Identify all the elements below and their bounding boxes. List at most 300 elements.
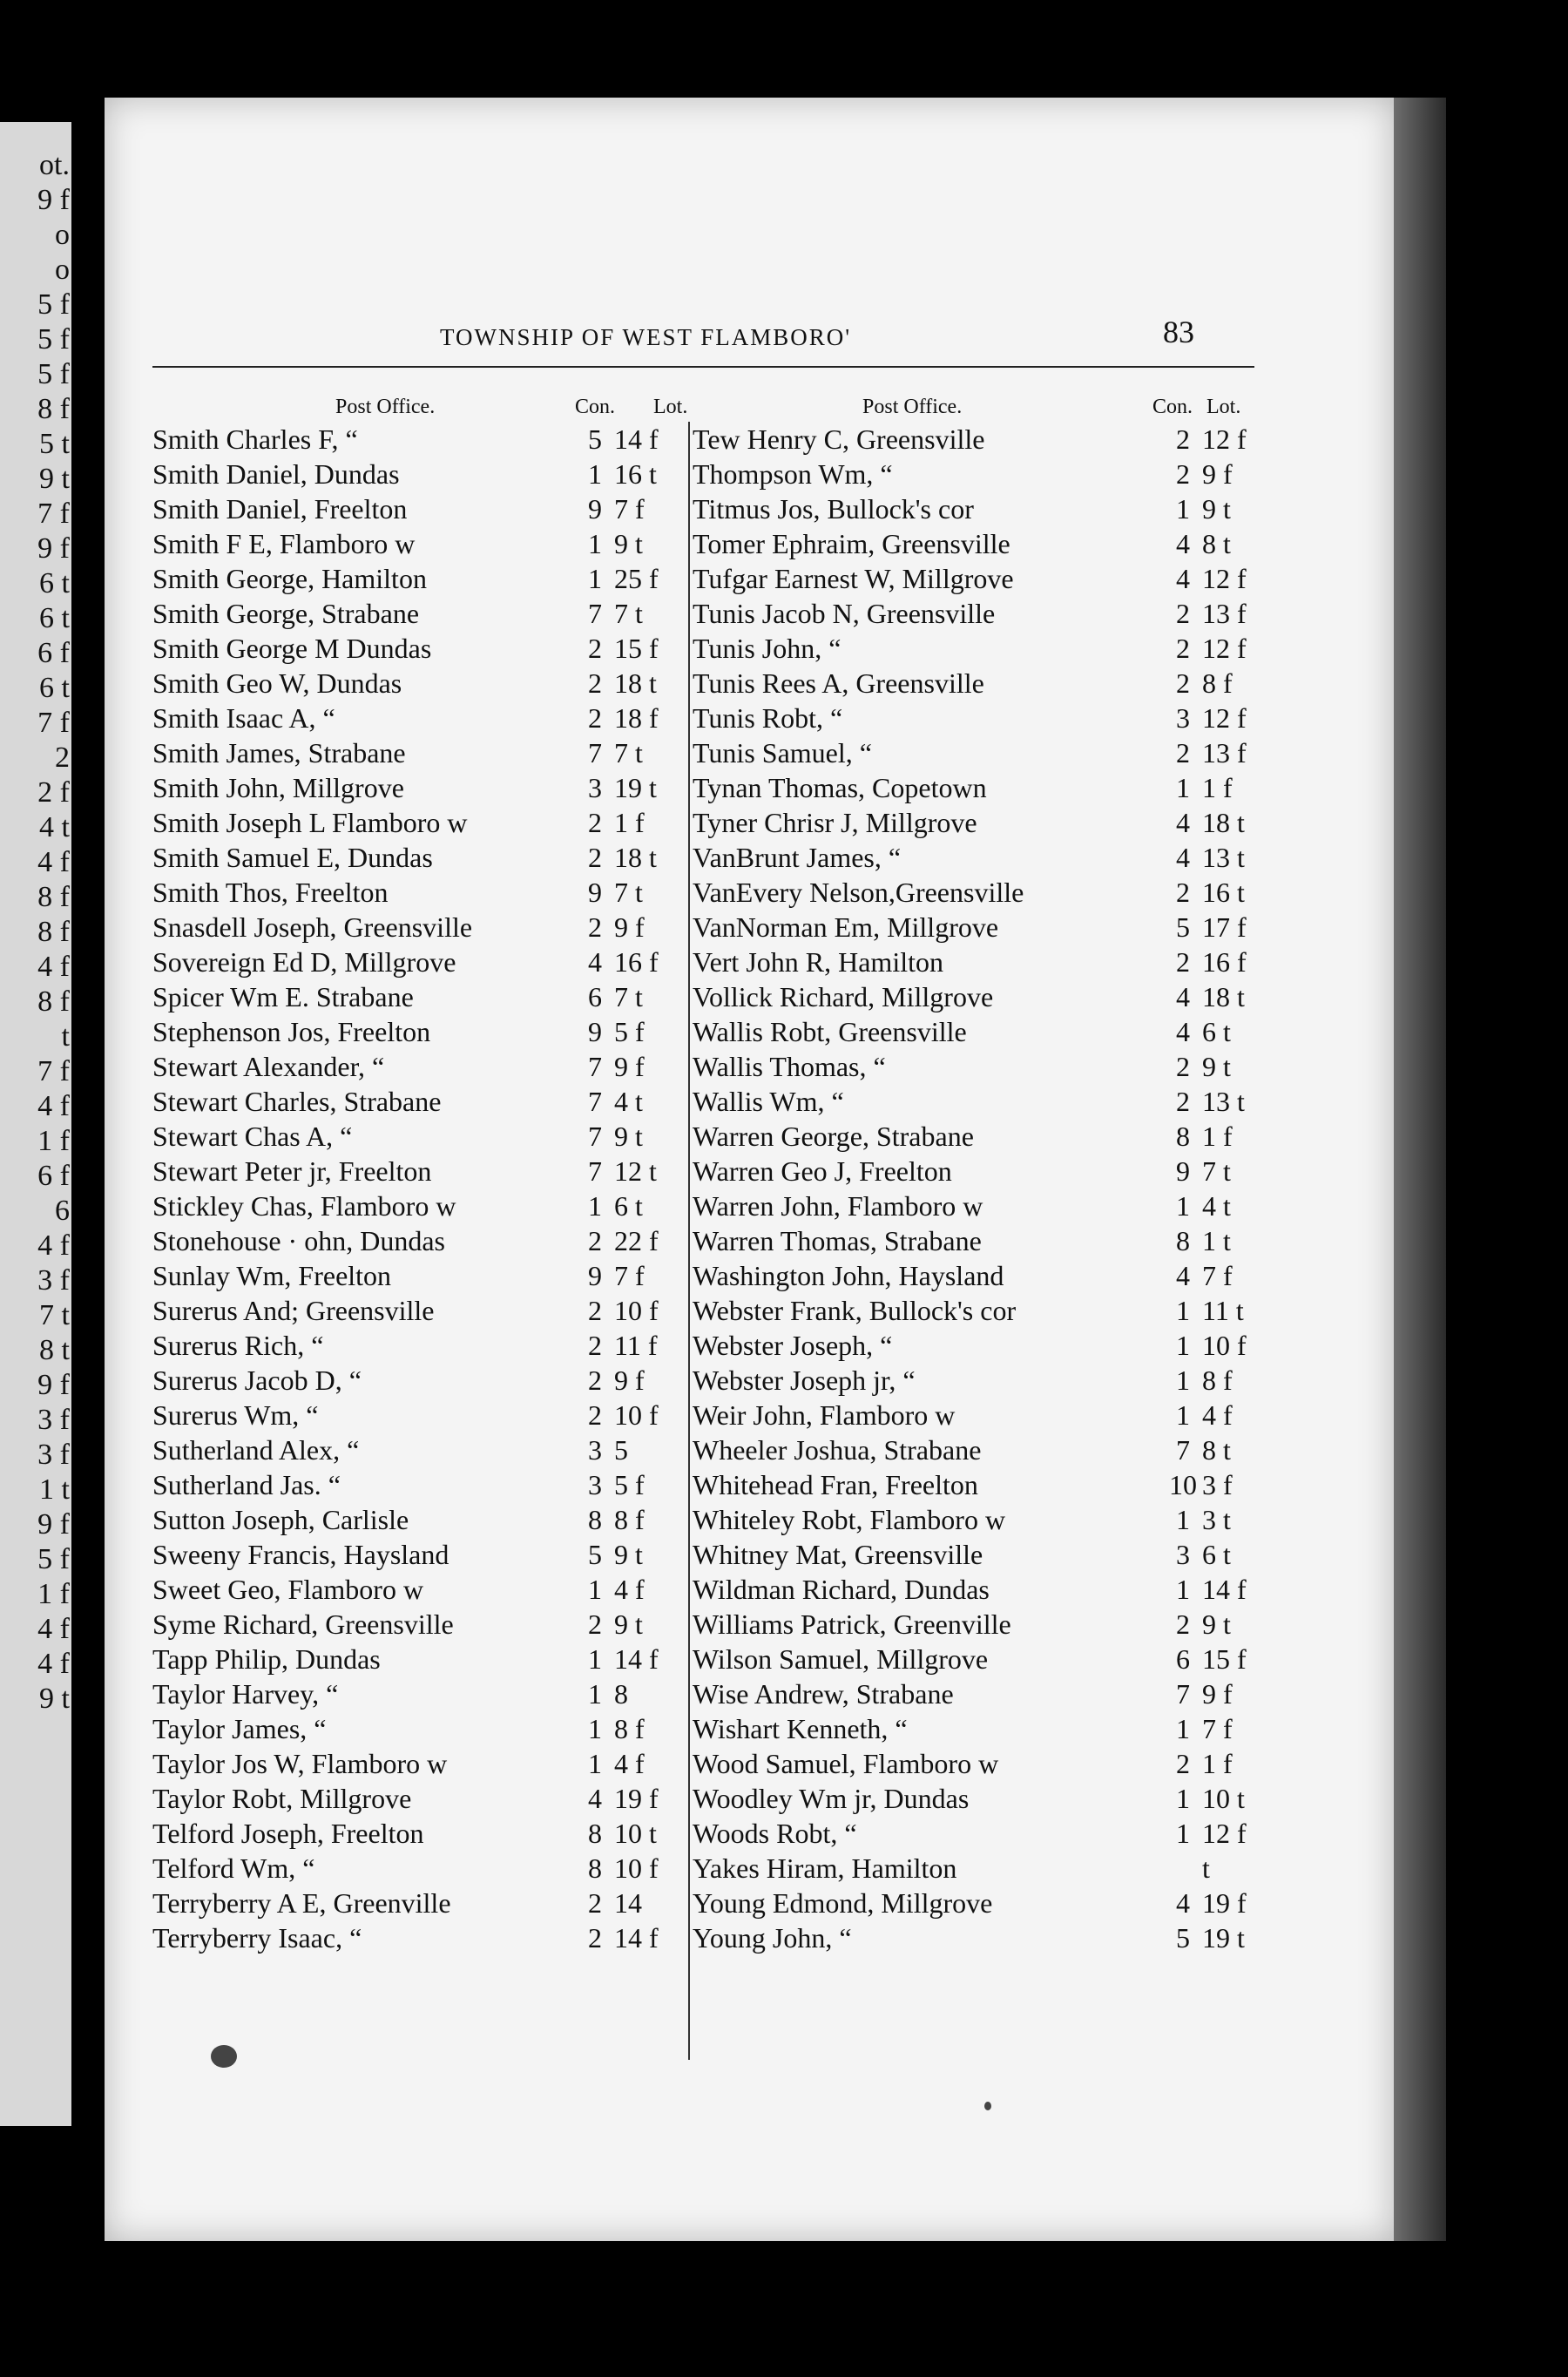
lot-number: 4 f (614, 1748, 645, 1779)
margin-fragment: 1 f (37, 1125, 70, 1157)
lot-number: 4 f (1202, 1399, 1233, 1431)
concession-number: 1 (588, 1748, 602, 1779)
margin-fragment: 7 t (39, 1299, 70, 1331)
directory-entry (152, 526, 684, 561)
lot-number: 9 t (614, 528, 643, 559)
concession-number: 1 (1176, 1818, 1190, 1849)
directory-entry (693, 1607, 1254, 1642)
margin-fragment: 7 f (37, 1055, 70, 1087)
resident-name-post-office: Sutton Joseph, Carlisle (152, 1504, 409, 1535)
directory-entry (152, 910, 684, 945)
directory-entry (693, 1502, 1254, 1537)
lot-number: 18 t (1202, 807, 1245, 838)
concession-number: 1 (1176, 1295, 1190, 1326)
margin-fragment: t (61, 1020, 70, 1053)
lot-number: 14 (614, 1887, 642, 1919)
directory-entry (693, 840, 1254, 875)
resident-name-post-office: Vert John R, Hamilton (693, 946, 943, 978)
lot-number: 9 f (614, 911, 645, 943)
directory-entry (152, 422, 684, 457)
lot-number: 1 f (1202, 1748, 1233, 1779)
directory-entry (152, 1188, 684, 1223)
margin-fragment: 4 f (37, 951, 70, 983)
margin-fragment: 6 t (39, 672, 70, 704)
resident-name-post-office: Wishart Kenneth, “ (693, 1713, 908, 1744)
right-con-header: Con. (1152, 396, 1193, 418)
lot-number: 6 t (1202, 1539, 1231, 1570)
right-lot-header: Lot. (1206, 396, 1241, 418)
margin-fragment: 6 f (37, 1160, 70, 1192)
concession-number: 3 (1176, 1539, 1190, 1570)
resident-name-post-office: Whitehead Fran, Freelton (693, 1469, 978, 1500)
margin-fragment: 8 f (37, 916, 70, 948)
concession-number: 3 (588, 772, 602, 803)
lot-number: 9 t (1202, 1608, 1231, 1640)
column-divider (688, 422, 690, 2060)
directory-entry (693, 526, 1254, 561)
lot-number: 8 t (1202, 1434, 1231, 1466)
resident-name-post-office: Webster Joseph, “ (693, 1330, 893, 1361)
concession-number: 2 (1176, 1748, 1190, 1779)
directory-entry (152, 770, 684, 805)
margin-fragment: 9 t (39, 1683, 70, 1715)
concession-number: 9 (1176, 1155, 1190, 1187)
concession-number: 1 (588, 1713, 602, 1744)
resident-name-post-office: Weir John, Flamboro w (693, 1399, 956, 1431)
directory-entry (693, 1398, 1254, 1432)
resident-name-post-office: Taylor Harvey, “ (152, 1678, 339, 1710)
lot-number: 8 (614, 1678, 628, 1710)
lot-number: 10 f (614, 1852, 659, 1884)
margin-fragment: 4 f (37, 846, 70, 878)
resident-name-post-office: Smith Joseph L Flamboro w (152, 807, 468, 838)
resident-name-post-office: Smith Samuel E, Dundas (152, 842, 433, 873)
resident-name-post-office: Tynan Thomas, Copetown (693, 772, 987, 803)
concession-number: 9 (588, 1016, 602, 1047)
directory-entry (152, 1363, 684, 1398)
header-rule (152, 366, 1254, 368)
lot-number: 9 f (614, 1365, 645, 1396)
lot-number: 13 t (1202, 842, 1245, 873)
resident-name-post-office: Young Edmond, Millgrove (693, 1887, 993, 1919)
directory-entry (152, 457, 684, 491)
directory-entry (693, 1781, 1254, 1816)
resident-name-post-office: Spicer Wm E. Strabane (152, 981, 414, 1012)
concession-number: 2 (1176, 737, 1190, 769)
resident-name-post-office: Smith Isaac A, “ (152, 702, 335, 734)
lot-number: 1 f (1202, 772, 1233, 803)
directory-entry (693, 1816, 1254, 1851)
margin-fragment: 5 f (37, 358, 70, 390)
resident-name-post-office: Thompson Wm, “ (693, 458, 893, 490)
lot-number: 16 f (614, 946, 659, 978)
margin-fragment: 9 f (37, 532, 70, 565)
lot-number: 13 f (1202, 737, 1247, 769)
resident-name-post-office: VanEvery Nelson,Greensville (693, 877, 1024, 908)
resident-name-post-office: Smith F E, Flamboro w (152, 528, 416, 559)
directory-entry (693, 770, 1254, 805)
lot-number: 8 f (1202, 667, 1233, 699)
left-lot-header: Lot. (653, 396, 688, 418)
resident-name-post-office: Warren George, Strabane (693, 1121, 974, 1152)
resident-name-post-office: Whitney Mat, Greensville (693, 1539, 983, 1570)
directory-entry (693, 457, 1254, 491)
resident-name-post-office: Wood Samuel, Flamboro w (693, 1748, 999, 1779)
resident-name-post-office: Young John, “ (693, 1922, 852, 1954)
margin-fragment: 5 f (37, 1543, 70, 1575)
concession-number: 5 (588, 1539, 602, 1570)
directory-entry (152, 1154, 684, 1188)
concession-number: 2 (588, 1295, 602, 1326)
concession-number: 2 (588, 911, 602, 943)
lot-number: 13 t (1202, 1086, 1245, 1117)
resident-name-post-office: Whiteley Robt, Flamboro w (693, 1504, 1006, 1535)
resident-name-post-office: Titmus Jos, Bullock's cor (693, 493, 974, 525)
lot-number: 4 t (614, 1086, 643, 1117)
left-directory-column (152, 422, 684, 1955)
concession-number: 7 (588, 598, 602, 629)
lot-number: 7 t (614, 598, 643, 629)
lot-number: 10 t (1202, 1783, 1245, 1814)
directory-entry (693, 1537, 1254, 1572)
concession-number: 5 (588, 423, 602, 455)
directory-entry (152, 1258, 684, 1293)
lot-number: 9 f (1202, 458, 1233, 490)
lot-number: 3 f (1202, 1469, 1233, 1500)
lot-number: 4 t (1202, 1190, 1231, 1222)
concession-number: 4 (1176, 807, 1190, 838)
resident-name-post-office: Taylor Robt, Millgrove (152, 1783, 412, 1814)
lot-number: 5 f (614, 1016, 645, 1047)
resident-name-post-office: Wise Andrew, Strabane (693, 1678, 954, 1710)
directory-entry (152, 1711, 684, 1746)
directory-entry (693, 1049, 1254, 1084)
directory-entry (152, 840, 684, 875)
concession-number: 5 (1176, 1922, 1190, 1954)
resident-name-post-office: Smith George M Dundas (152, 633, 432, 664)
directory-entry (152, 1049, 684, 1084)
lot-number: 6 t (1202, 1016, 1231, 1047)
concession-number: 4 (1176, 1016, 1190, 1047)
directory-entry (152, 1886, 684, 1920)
previous-page-edge (0, 122, 71, 2126)
resident-name-post-office: Warren Thomas, Strabane (693, 1225, 982, 1256)
concession-number: 7 (1176, 1678, 1190, 1710)
margin-fragment: 1 t (39, 1473, 70, 1506)
concession-number: 8 (588, 1852, 602, 1884)
directory-entry (152, 805, 684, 840)
directory-entry (693, 422, 1254, 457)
lot-number: 7 t (614, 877, 643, 908)
concession-number: 2 (588, 1399, 602, 1431)
concession-number: 4 (1176, 1260, 1190, 1291)
concession-number: 4 (1176, 1887, 1190, 1919)
resident-name-post-office: Warren Geo J, Freelton (693, 1155, 952, 1187)
margin-fragment: 3 f (37, 1439, 70, 1471)
left-post-office-header: Post Office. (335, 396, 436, 418)
resident-name-post-office: Woodley Wm jr, Dundas (693, 1783, 970, 1814)
directory-entry (152, 735, 684, 770)
concession-number: 2 (588, 1887, 602, 1919)
running-head: TOWNSHIP OF WEST FLAMBORO' (440, 324, 852, 350)
directory-entry (693, 1746, 1254, 1781)
directory-entry (693, 910, 1254, 945)
concession-number: 2 (1176, 423, 1190, 455)
concession-number: 8 (588, 1818, 602, 1849)
margin-fragment: 2 (55, 742, 70, 774)
concession-number: 8 (588, 1504, 602, 1535)
lot-number: 9 t (1202, 1051, 1231, 1082)
lot-number: 12 t (614, 1155, 657, 1187)
resident-name-post-office: Washington John, Haysland (693, 1260, 1004, 1291)
margin-fragment: 8 t (39, 1334, 70, 1366)
margin-fragment: 4 f (37, 1229, 70, 1262)
margin-fragment: 6 t (39, 602, 70, 634)
margin-fragment: 7 f (37, 498, 70, 530)
margin-fragment: 4 f (37, 1090, 70, 1122)
resident-name-post-office: VanBrunt James, “ (693, 842, 902, 873)
lot-number: 7 f (1202, 1260, 1233, 1291)
directory-entry (152, 1642, 684, 1676)
lot-number: 19 f (1202, 1887, 1247, 1919)
resident-name-post-office: Stewart Peter jr, Freelton (152, 1155, 432, 1187)
concession-number: 1 (1176, 1330, 1190, 1361)
concession-number: 2 (588, 1365, 602, 1396)
resident-name-post-office: Smith Daniel, Dundas (152, 458, 400, 490)
concession-number: 1 (1176, 1399, 1190, 1431)
concession-number: 2 (1176, 1086, 1190, 1117)
directory-entry (693, 596, 1254, 631)
directory-entry (693, 1328, 1254, 1363)
lot-number: 10 f (614, 1399, 659, 1431)
resident-name-post-office: Taylor Jos W, Flamboro w (152, 1748, 448, 1779)
lot-number: 9 t (1202, 493, 1231, 525)
concession-number: 1 (588, 1643, 602, 1675)
directory-entry (693, 1572, 1254, 1607)
resident-name-post-office: Smith James, Strabane (152, 737, 406, 769)
lot-number: 22 f (614, 1225, 659, 1256)
directory-entry (693, 1642, 1254, 1676)
directory-entry (693, 805, 1254, 840)
resident-name-post-office: Wildman Richard, Dundas (693, 1574, 990, 1605)
directory-entry (693, 701, 1254, 735)
resident-name-post-office: Tomer Ephraim, Greensville (693, 528, 1010, 559)
resident-name-post-office: Wallis Robt, Greensville (693, 1016, 967, 1047)
resident-name-post-office: Surerus Rich, “ (152, 1330, 324, 1361)
directory-entry (152, 1398, 684, 1432)
directory-entry (152, 1328, 684, 1363)
margin-fragment: 9 f (37, 1369, 70, 1401)
directory-entry (152, 1851, 684, 1886)
concession-number: 7 (588, 737, 602, 769)
lot-number: 1 t (1202, 1225, 1231, 1256)
directory-entry (152, 945, 684, 979)
resident-name-post-office: Smith Daniel, Freelton (152, 493, 408, 525)
resident-name-post-office: Webster Frank, Bullock's cor (693, 1295, 1017, 1326)
directory-entry (152, 1607, 684, 1642)
resident-name-post-office: Tunis Jacob N, Greensville (693, 598, 996, 629)
concession-number: 8 (1176, 1121, 1190, 1152)
lot-number: 7 f (614, 1260, 645, 1291)
lot-number: t (1202, 1852, 1210, 1884)
directory-entry (152, 1293, 684, 1328)
lot-number: 16 t (614, 458, 657, 490)
right-column-header (693, 396, 1254, 420)
concession-number: 2 (588, 667, 602, 699)
previous-page-lot-fragments (0, 148, 70, 1717)
resident-name-post-office: Wilson Samuel, Millgrove (693, 1643, 989, 1675)
concession-number: 1 (588, 528, 602, 559)
lot-number: 1 f (614, 807, 645, 838)
lot-number: 7 t (614, 981, 643, 1012)
lot-number: 12 f (1202, 423, 1247, 455)
resident-name-post-office: Williams Patrick, Greenville (693, 1608, 1011, 1640)
resident-name-post-office: Smith Geo W, Dundas (152, 667, 402, 699)
concession-number: 2 (1176, 598, 1190, 629)
directory-entry (693, 979, 1254, 1014)
directory-entry (693, 1676, 1254, 1711)
margin-fragment: 5 f (37, 323, 70, 356)
lot-number: 3 t (1202, 1504, 1231, 1535)
directory-entry (152, 701, 684, 735)
directory-entry (152, 1467, 684, 1502)
lot-number: 9 t (614, 1608, 643, 1640)
resident-name-post-office: Woods Robt, “ (693, 1818, 857, 1849)
directory-entry (152, 1084, 684, 1119)
lot-number: 16 f (1202, 946, 1247, 978)
directory-entry (152, 1432, 684, 1467)
resident-name-post-office: Tapp Philip, Dundas (152, 1643, 381, 1675)
directory-entry (152, 1502, 684, 1537)
margin-fragment: ot. (39, 149, 70, 181)
lot-number: 8 t (1202, 528, 1231, 559)
directory-entry (693, 1886, 1254, 1920)
resident-name-post-office: Stewart Alexander, “ (152, 1051, 385, 1082)
lot-number: 9 f (1202, 1678, 1233, 1710)
concession-number: 1 (1176, 1365, 1190, 1396)
concession-number: 2 (1176, 667, 1190, 699)
margin-fragment: 9 f (37, 184, 70, 216)
concession-number: 1 (1176, 1190, 1190, 1222)
lot-number: 1 f (1202, 1121, 1233, 1152)
margin-fragment: 8 f (37, 393, 70, 425)
resident-name-post-office: Tunis Robt, “ (693, 702, 843, 734)
concession-number: 7 (1176, 1434, 1190, 1466)
margin-fragment: 1 f (37, 1578, 70, 1610)
resident-name-post-office: Tunis John, “ (693, 633, 841, 664)
concession-number: 9 (588, 877, 602, 908)
concession-number: 4 (1176, 528, 1190, 559)
concession-number: 2 (588, 1608, 602, 1640)
directory-entry (693, 1711, 1254, 1746)
concession-number: 3 (1176, 702, 1190, 734)
directory-entry (693, 1223, 1254, 1258)
directory-entry (693, 1851, 1254, 1886)
lot-number: 12 f (1202, 702, 1247, 734)
concession-number: 3 (588, 1434, 602, 1466)
concession-number: 6 (588, 981, 602, 1012)
directory-entry (693, 631, 1254, 666)
margin-fragment: 9 t (39, 463, 70, 495)
lot-number: 14 f (614, 1922, 659, 1954)
directory-entry (693, 1084, 1254, 1119)
concession-number: 2 (1176, 458, 1190, 490)
resident-name-post-office: Tyner Chrisr J, Millgrove (693, 807, 977, 838)
resident-name-post-office: Sunlay Wm, Freelton (152, 1260, 392, 1291)
lot-number: 15 f (1202, 1643, 1247, 1675)
lot-number: 13 f (1202, 598, 1247, 629)
resident-name-post-office: Terryberry Isaac, “ (152, 1922, 362, 1954)
directory-entry (693, 561, 1254, 596)
directory-entry (693, 1467, 1254, 1502)
directory-entry (152, 1119, 684, 1154)
lot-number: 9 t (614, 1121, 643, 1152)
directory-entry (693, 491, 1254, 526)
resident-name-post-office: Tunis Samuel, “ (693, 737, 872, 769)
directory-entry (693, 666, 1254, 701)
resident-name-post-office: Stonehouse · ohn, Dundas (152, 1225, 445, 1256)
margin-fragment: 6 t (39, 567, 70, 599)
lot-number: 6 t (614, 1190, 643, 1222)
lot-number: 8 f (1202, 1365, 1233, 1396)
concession-number: 2 (1176, 946, 1190, 978)
margin-fragment: 4 f (37, 1613, 70, 1645)
concession-number: 1 (588, 1190, 602, 1222)
right-directory-column (693, 422, 1254, 1955)
lot-number: 10 t (614, 1818, 657, 1849)
concession-number: 4 (1176, 563, 1190, 594)
lot-number: 19 t (1202, 1922, 1245, 1954)
concession-number: 1 (588, 1678, 602, 1710)
lot-number: 5 (614, 1434, 628, 1466)
lot-number: 10 f (1202, 1330, 1247, 1361)
resident-name-post-office: Webster Joseph jr, “ (693, 1365, 916, 1396)
directory-entry (152, 979, 684, 1014)
lot-number: 7 f (614, 493, 645, 525)
concession-number: 2 (588, 1225, 602, 1256)
lot-number: 12 f (1202, 563, 1247, 594)
lot-number: 12 f (1202, 633, 1247, 664)
directory-entry (152, 1920, 684, 1955)
page-gutter-shadow (1394, 98, 1446, 2241)
margin-fragment: 9 f (37, 1508, 70, 1541)
directory-entry (693, 1154, 1254, 1188)
lot-number: 14 f (1202, 1574, 1247, 1605)
concession-number: 2 (588, 702, 602, 734)
resident-name-post-office: Stickley Chas, Flamboro w (152, 1190, 456, 1222)
resident-name-post-office: Telford Joseph, Freelton (152, 1818, 424, 1849)
resident-name-post-office: Stewart Charles, Strabane (152, 1086, 442, 1117)
resident-name-post-office: Wallis Thomas, “ (693, 1051, 886, 1082)
resident-name-post-office: Vollick Richard, Millgrove (693, 981, 994, 1012)
directory-entry (152, 1676, 684, 1711)
concession-number: 2 (1176, 1051, 1190, 1082)
resident-name-post-office: Tufgar Earnest W, Millgrove (693, 563, 1014, 594)
left-column-header (152, 396, 688, 420)
concession-number: 1 (1176, 772, 1190, 803)
page-number: 83 (1163, 315, 1194, 349)
lot-number: 7 t (614, 737, 643, 769)
concession-number: 2 (588, 1330, 602, 1361)
resident-name-post-office: Tunis Rees A, Greensville (693, 667, 984, 699)
lot-number: 25 f (614, 563, 659, 594)
concession-number: 2 (1176, 877, 1190, 908)
resident-name-post-office: Smith John, Millgrove (152, 772, 404, 803)
concession-number: 1 (1176, 493, 1190, 525)
lot-number: 4 f (614, 1574, 645, 1605)
lot-number: 7 f (1202, 1713, 1233, 1744)
concession-number: 8 (1176, 1225, 1190, 1256)
